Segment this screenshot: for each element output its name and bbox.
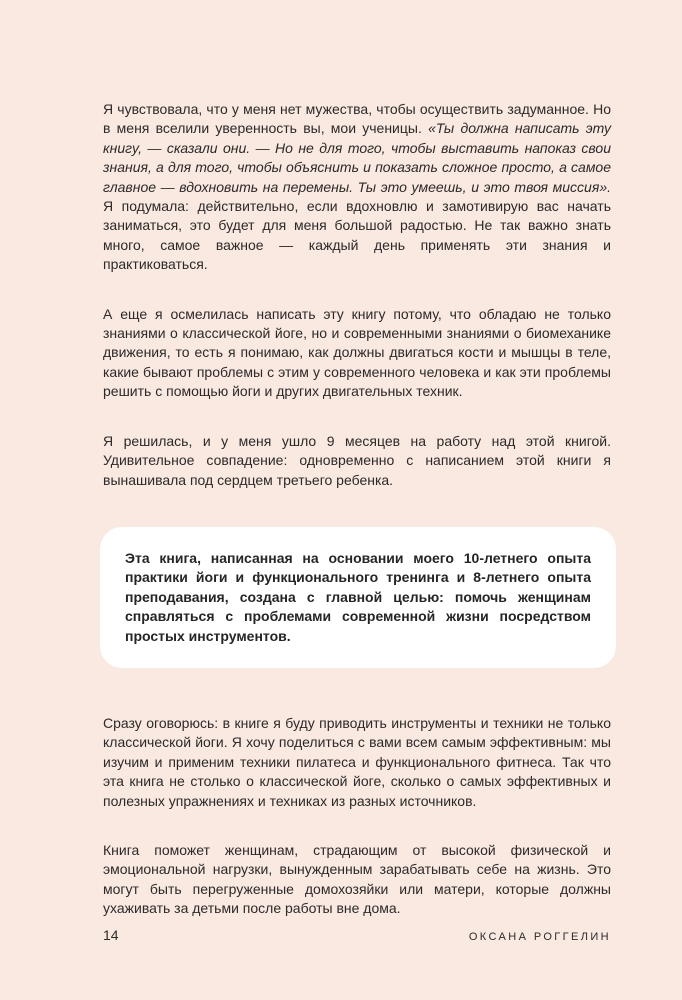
page-body — [103, 100, 611, 919]
author-name: ОКСАНА РОГГЕЛИН — [468, 931, 611, 943]
callout-box — [100, 527, 616, 668]
paragraph-2: А еще я осмелилась написать эту книгу потому, что обладаю не только знаниями о классической йоге, но и современными знаниями о биомеханике движения, то есть я понимаю, как должны двигаться кости и мышцы в теле, какие бывают проблемы с этим у современного человека и как эти проблемы решить с помощью йоги и других двигательных техник. — [103, 305, 611, 400]
paragraph-3: Я решилась, и у меня ушло 9 месяцев на работу над этой книгой. Удивительное совпадение: одновременно с написанием этой книги я вынашивала под сердцем третьего ребенка. — [103, 432, 611, 488]
page-number: 14 — [103, 927, 119, 943]
callout-text: Эта книга, написанная на основании моего 10-летнего опыта практики йоги и функционального тренинга и 8-летнего опыта преподавания, создана с главной целью: помочь женщинам справляться с проблемами современной жизни посредством простых инструментов. — [125, 549, 591, 644]
paragraph-1-text-end: Я подумала: действительно, если вдохновлю и замотивирую вас начать заниматься, это будет для меня большой радостью. Не так важно знать много, самое важное — каждый день применять эти знания и практиковаться. — [103, 198, 611, 273]
page-footer — [103, 927, 611, 943]
paragraph-5: Книга поможет женщинам, страдающим от высокой физической и эмоциональной нагрузки, вынужденным зарабатывать себе на жизнь. Это могут быть перегруженные домохозяйки или матери, которые должны ухаживать за детьми после работы вне дома. — [103, 841, 611, 917]
paragraph-1-text-start: Я чувствовала, что у меня нет мужества, чтобы осуществить задуманное. Но в меня вселили уверенность вы, мои ученицы. — [103, 101, 611, 137]
paragraph-4: Сразу оговорюсь: в книге я буду приводить инструменты и техники не только классической йоги. Я хочу поделиться с вами всем самым эффективным: мы изучим и применим техники пилатеса и функционального фитнеса. Так что эта книга не столько о классической йоге, сколько о самых эффективных и полезных упражнениях и техниках из разных источников. — [103, 714, 611, 809]
paragraph-1-quote: «Ты должна написать эту книгу, — сказали они. — Но не для того, чтобы выставить напоказ свои знания, а для того, чтобы объяснить и показать сложное просто, а самое главное — вдохновить на перемены. Ты это умеешь, и это твоя миссия». — [103, 120, 611, 195]
paragraph-1 — [103, 100, 611, 275]
